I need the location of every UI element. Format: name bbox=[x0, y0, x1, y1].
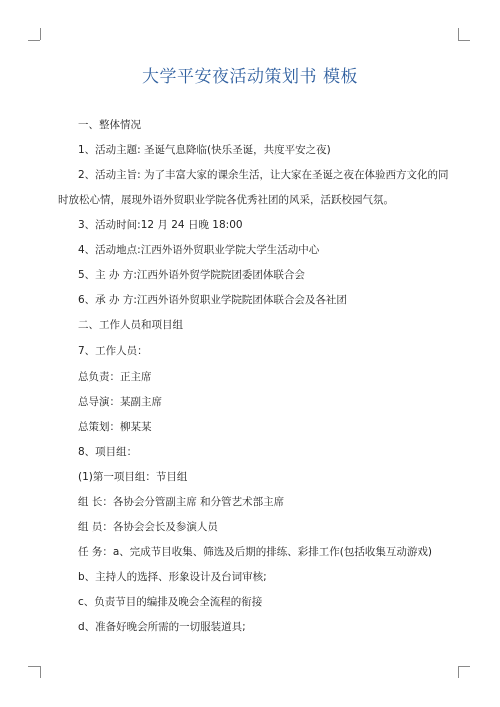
staff-general-director: 总导演：某副主席 bbox=[78, 396, 162, 408]
crop-mark-bottom-right-vertical bbox=[458, 666, 459, 678]
item-co-organizer: 6、承 办 方:江西外语外贸职业学院院团体联合会及各社团 bbox=[78, 294, 347, 306]
staff-general-lead: 总负责：正主席 bbox=[78, 371, 152, 383]
item-activity-time: 3、活动时间:12 月 24 日晚 18:00 bbox=[78, 219, 243, 231]
staff-general-planner: 总策划：柳某某 bbox=[78, 421, 152, 433]
item-organizer: 5、主 办 方:江西外语外贸学院院团委团体联合会 bbox=[78, 269, 305, 281]
crop-mark-top-right-horizontal bbox=[458, 40, 470, 41]
item-activity-purpose: 2、活动主旨: 为了丰富大家的课余生活，让大家在圣诞之夜在体验西方文化的同 bbox=[78, 169, 449, 181]
task-d: d、准备好晚会所需的一切服装道具; bbox=[78, 621, 246, 633]
item-project-groups: 8、项目组： bbox=[78, 446, 138, 458]
crop-mark-top-left-horizontal bbox=[28, 40, 40, 41]
group-tasks: 任 务：a、完成节目收集、筛选及后期的排练、彩排工作(包括收集互动游戏) bbox=[78, 546, 432, 558]
crop-mark-bottom-left-vertical bbox=[40, 666, 41, 678]
item-staff: 7、工作人员： bbox=[78, 345, 148, 357]
crop-mark-bottom-left-horizontal bbox=[28, 666, 40, 667]
crop-mark-bottom-right-horizontal bbox=[458, 666, 470, 667]
group-leader: 组 长：各协会分管副主席 和分管艺术部主席 bbox=[78, 496, 285, 508]
crop-mark-top-left-vertical bbox=[40, 28, 41, 40]
item-activity-location: 4、活动地点:江西外语外贸职业学院大学生活动中心 bbox=[78, 244, 320, 256]
task-b: b、主持人的选择、形象设计及台词审核; bbox=[78, 571, 267, 583]
document-title: 大学平安夜活动策划书 模板 bbox=[142, 67, 358, 87]
task-c: c、负责节目的编排及晚会全流程的衔接 bbox=[78, 596, 263, 608]
item-activity-purpose-continued: 时放松心情，展现外语外贸职业学院各优秀社团的风采，活跃校园气氛。 bbox=[58, 194, 394, 206]
item-activity-theme: 1、活动主题: 圣诞气息降临(快乐圣诞，共度平安之夜) bbox=[78, 144, 331, 156]
section-heading-overview: 一、整体情况 bbox=[78, 119, 141, 131]
group-members: 组 员：各协会会长及参演人员 bbox=[78, 521, 218, 533]
crop-mark-top-right-vertical bbox=[458, 28, 459, 40]
section-heading-staff: 二、工作人员和项目组 bbox=[78, 319, 183, 331]
project-group-one: (1)第一项目组：节目组 bbox=[78, 471, 188, 483]
